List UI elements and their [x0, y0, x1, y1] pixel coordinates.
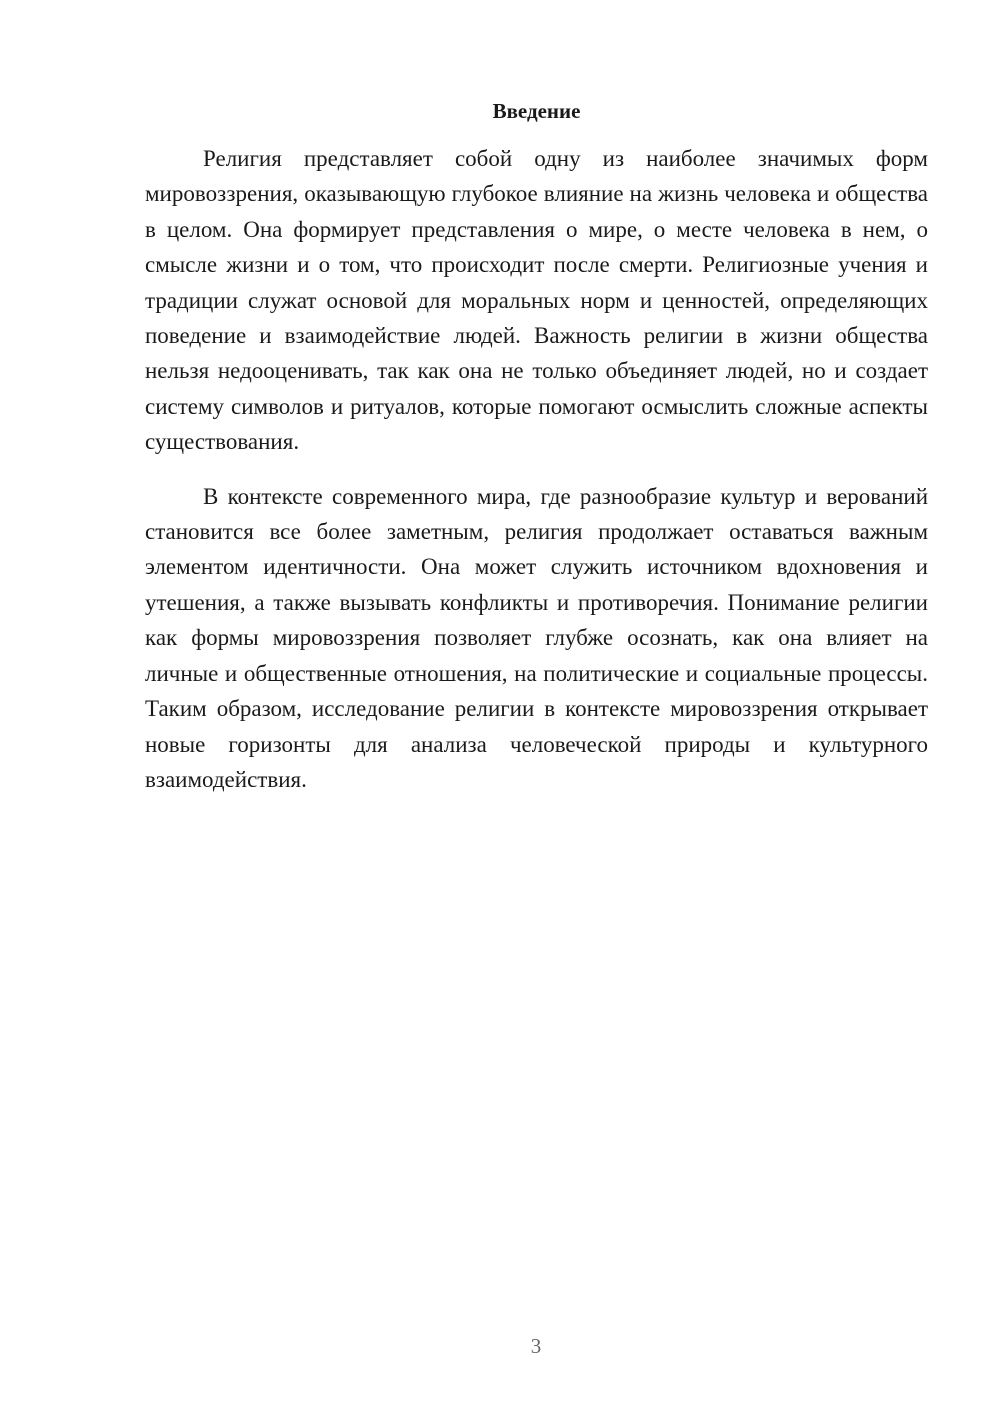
section-body: [145, 141, 928, 797]
paragraph-1: Религия представляет собой одну из наиболее значимых форм мировоззрения, оказывающую глубокое влияние на жизнь человека и общества в целом. Она формирует представления о мире, о месте человека в нем, о смысле жизни и о том, что происходит после смерти. Религиозные учения и традиции служат основой для моральных норм и ценностей, определяющих поведение и взаимодействие людей. Важность религии в жизни общества нельзя недооценивать, так как она не только объединяет людей, но и создает систему символов и ритуалов, которые помогают осмыслить сложные аспекты существования.: [145, 146, 928, 455]
section-title: Введение: [492, 99, 581, 123]
paragraph-2: В контексте современного мира, где разнообразие культур и верований становится все более заметным, религия продолжает оставаться важным элементом идентичности. Она может служить источником вдохновения и утешения, а также вызывать конфликты и противоречия. Понимание религии как формы мировоззрения позволяет глубже осознать, как она влияет на личные и общественные отношения, на политические и социальные процессы. Таким образом, исследование религии в контексте мировоззрения открывает новые горизонты для анализа человеческой природы и культурного взаимодействия.: [145, 483, 928, 792]
page-number: 3: [530, 1334, 542, 1358]
